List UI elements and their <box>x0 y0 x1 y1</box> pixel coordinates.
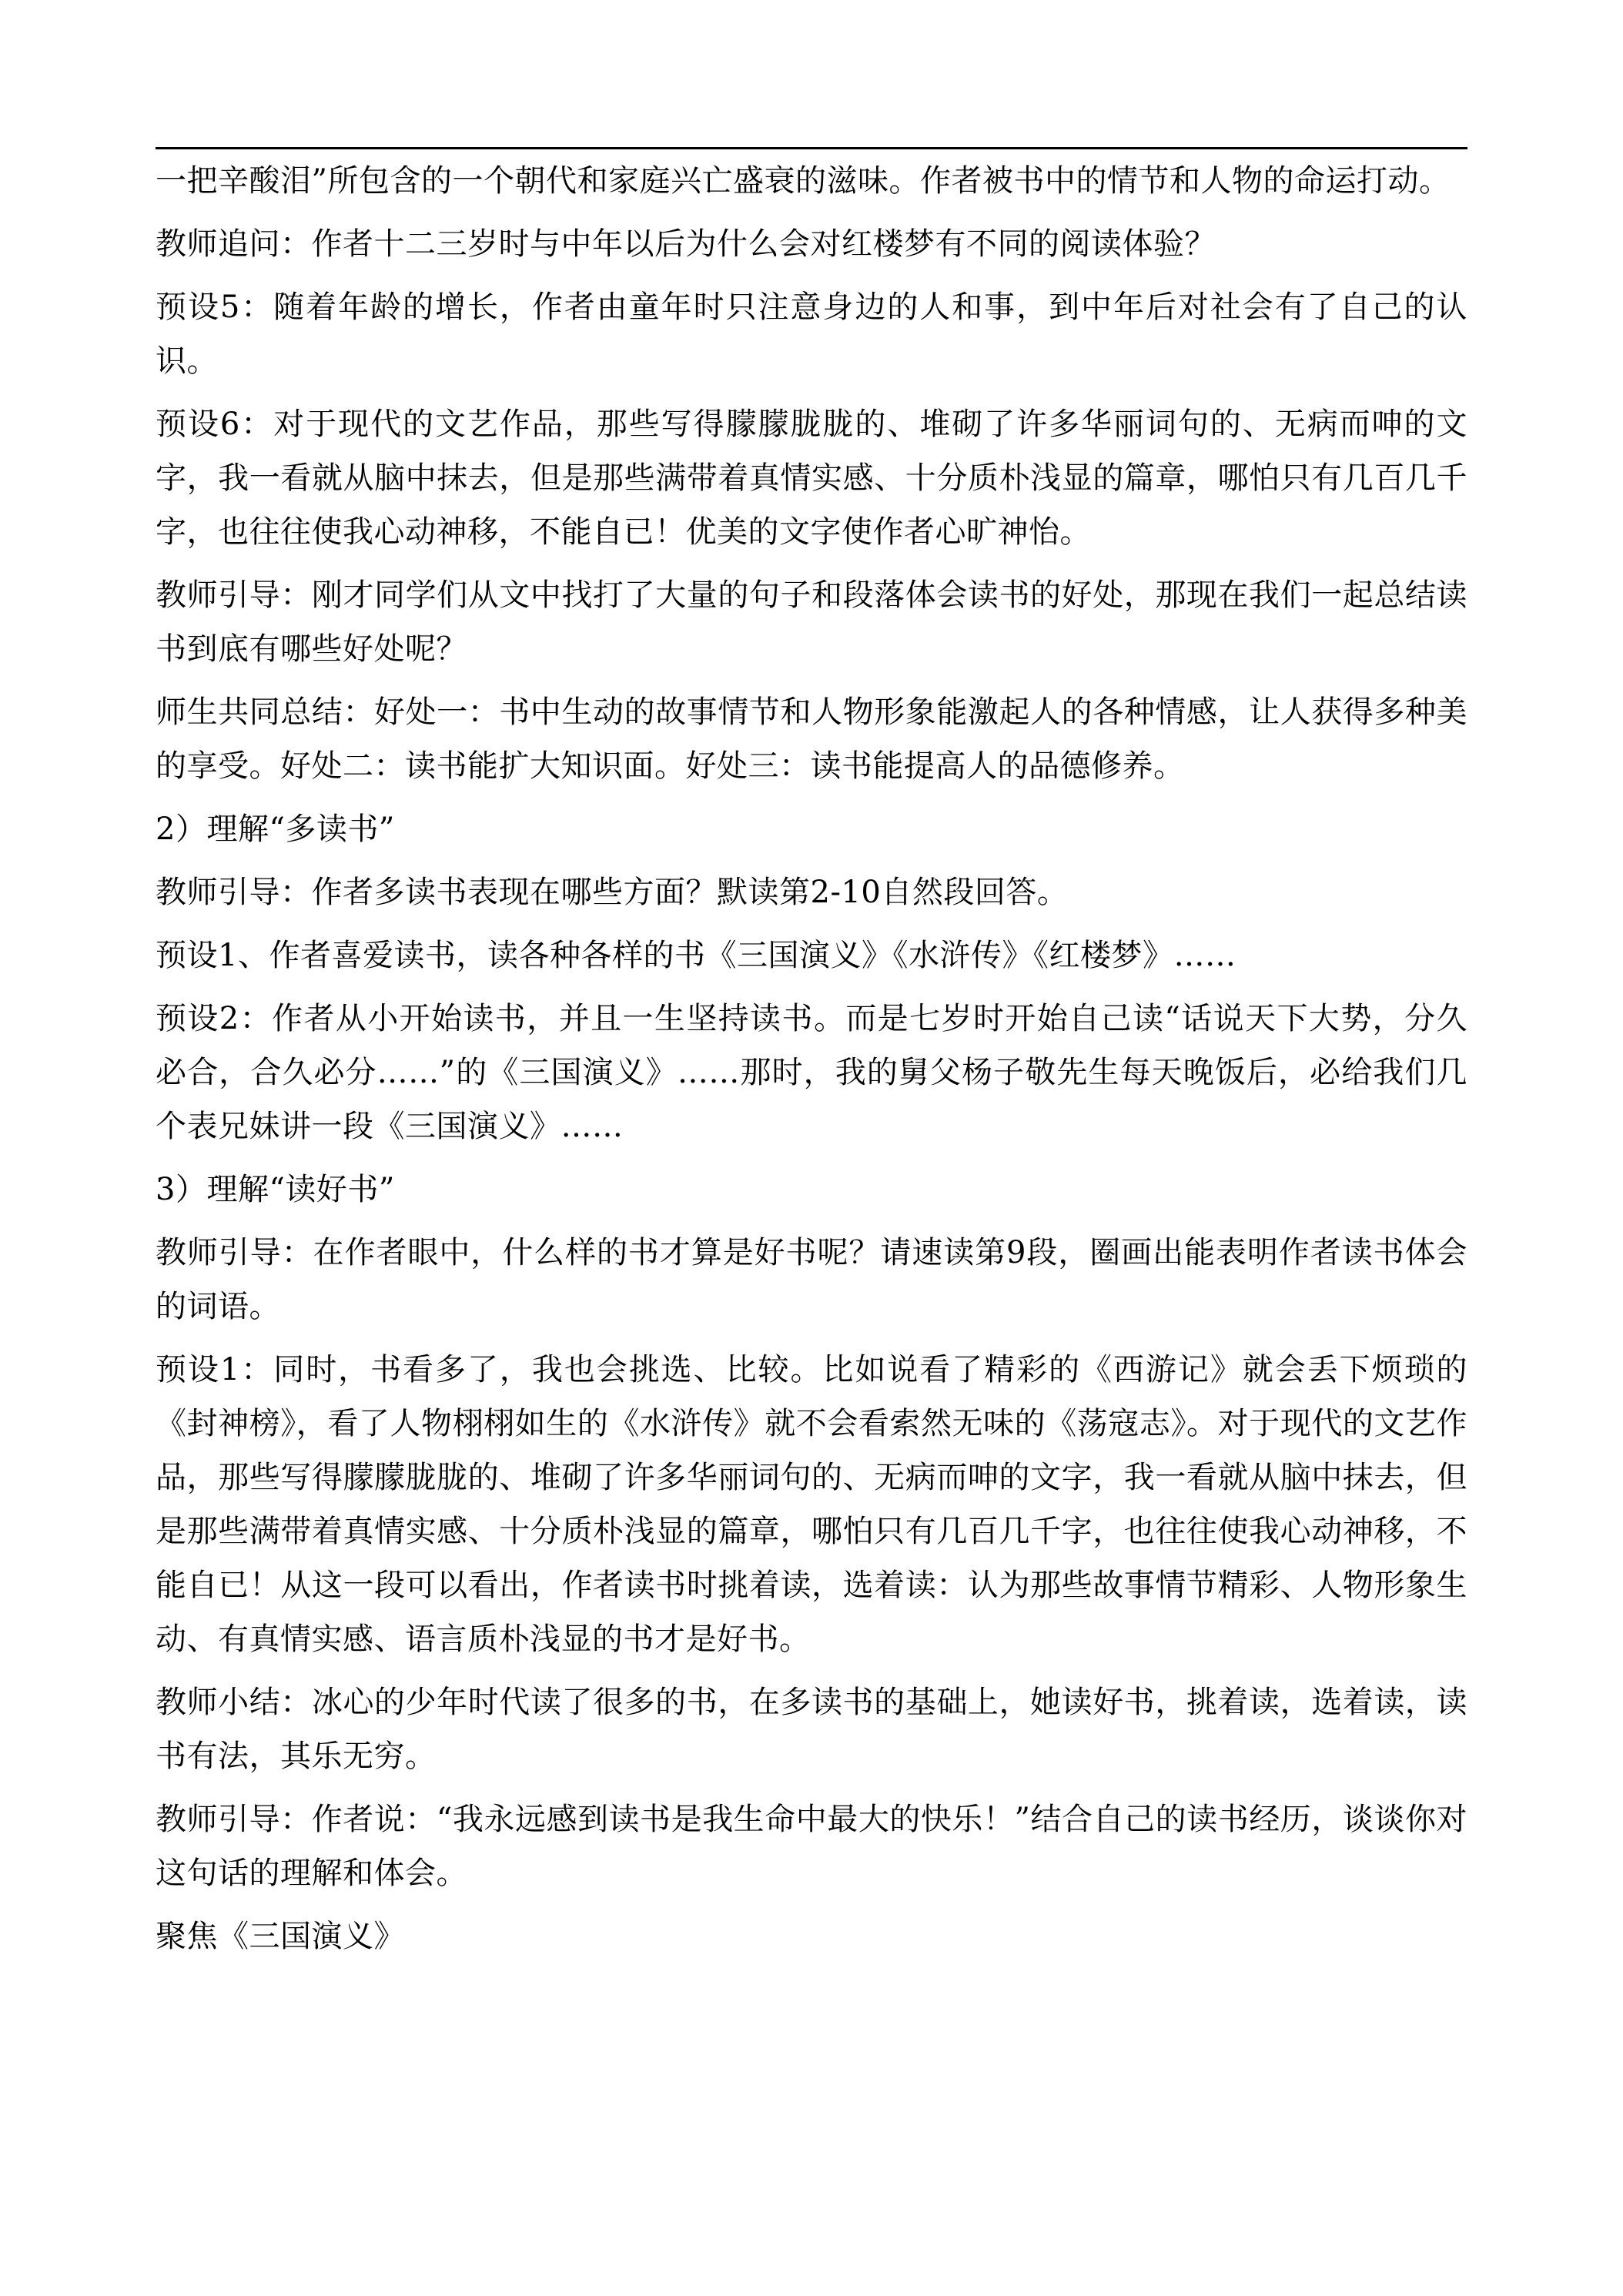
paragraph-16: 聚焦《三国演义》 <box>156 1919 405 1954</box>
paragraph-1: 一把辛酸泪”所包含的一个朝代和家庭兴亡盛衰的滋味。作者被书中的情节和人物的命运打动。 <box>156 163 1451 199</box>
paragraph-8: 教师引导：作者多读书表现在哪些方面？默读第2-10自然段回答。 <box>156 875 1069 910</box>
paragraph-2: 教师追问：作者十二三岁时与中年以后为什么会对红楼梦有不同的阅读体验？ <box>156 226 1216 262</box>
document-body <box>156 154 1467 1963</box>
section-heading-duo-du-shu: 2）理解“多读书” <box>156 812 395 847</box>
paragraph-9: 预设1、作者喜爱读书，读各种各样的书《三国演义》《水浒传》《红楼梦》…… <box>156 938 1236 973</box>
paragraph-6: 师生共同总结：好处一：书中生动的故事情节和人物形象能激起人的各种情感，让人获得多种美的享受。好处二：读书能扩大知识面。好处三：读书能提高人的品德修养。 <box>156 694 1467 784</box>
paragraph-3: 预设5：随着年龄的增长，作者由童年时只注意身边的人和事，到中年后对社会有了自己的认识。 <box>156 290 1467 379</box>
paragraph-5: 教师引导：刚才同学们从文中找打了大量的句子和段落体会读书的好处，那现在我们一起总结读书到底有哪些好处呢？ <box>156 577 1467 667</box>
header-rule <box>156 147 1467 149</box>
paragraph-4: 预设6：对于现代的文艺作品，那些写得朦朦胧胧的、堆砌了许多华丽词句的、无病而呻的文字，我一看就从脑中抹去，但是那些满带着真情实感、十分质朴浅显的篇章，哪怕只有几百几千字，也往往使我心动神移，不能自已！优美的文字使作者心旷神怡。 <box>156 407 1467 550</box>
paragraph-10: 预设2：作者从小开始读书，并且一生坚持读书。而是七岁时开始自己读“话说天下大势，分久必合，合久必分……”的《三国演义》……那时，我的舅父杨子敬先生每天晚饭后，必给我们几个表兄妹讲一段《三国演义》…… <box>156 1001 1467 1144</box>
paragraph-14: 教师小结：冰心的少年时代读了很多的书，在多读书的基础上，她读好书，挑着读，选着读，读书有法，其乐无穷。 <box>156 1685 1467 1774</box>
paragraph-15: 教师引导：作者说：“我永远感到读书是我生命中最大的快乐！”结合自己的读书经历，谈谈你对这句话的理解和体会。 <box>156 1802 1467 1891</box>
section-heading-du-hao-shu: 3）理解“读好书” <box>156 1172 395 1207</box>
paragraph-13: 预设1：同时，书看多了，我也会挑选、比较。比如说看了精彩的《西游记》就会丢下烦琐的《封神榜》，看了人物栩栩如生的《水浒传》就不会看索然无味的《荡寇志》。对于现代的文艺作品，那些写得朦朦胧胧的、堆砌了许多华丽词句的、无病而呻的文字，我一看就从脑中抹去，但是那些满带着真情实感、十分质朴浅显的篇章，哪怕只有几百几千字，也往往使我心动神移，不能自已！从这一段可以看出，作者读书时挑着读，选着读：认为那些故事情节精彩、人物形象生动、有真情实感、语言质朴浅显的书才是好书。 <box>156 1352 1467 1657</box>
paragraph-12: 教师引导：在作者眼中，什么样的书才算是好书呢？请速读第9段，圈画出能表明作者读书体会的词语。 <box>156 1235 1467 1324</box>
